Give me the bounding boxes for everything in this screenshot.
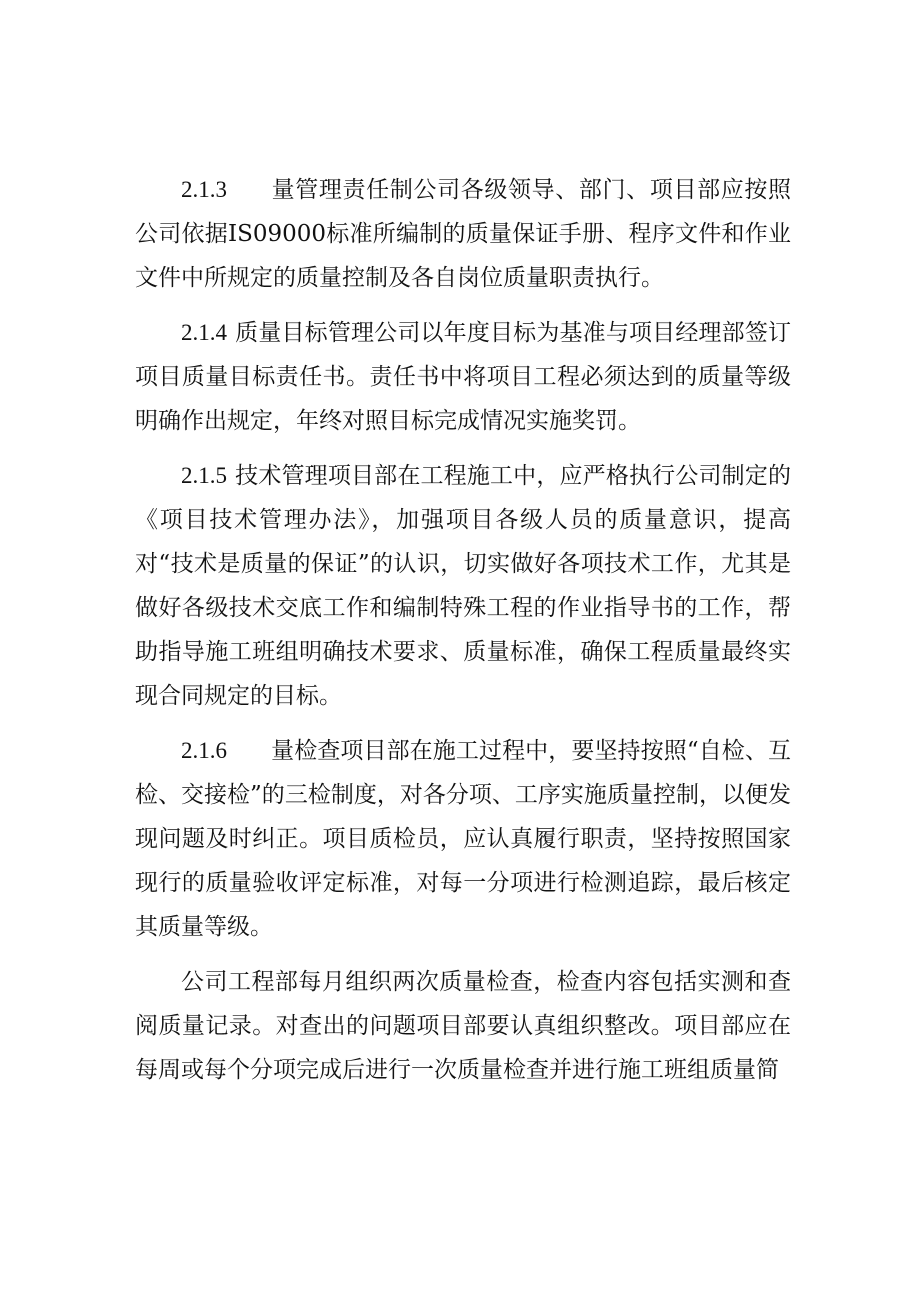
paragraph-text: 公司工程部每月组织两次质量检查，检查内容包括实测和查阅质量记录。对查出的问题项目部要认真组织整改。项目部应在每周或每个分项完成后进行一次质量检查并进行施工班组质量简: [135, 969, 791, 1083]
section-number: 2.1.6: [181, 738, 227, 763]
paragraph-text: 技术管理项目部在工程施工中，应严格执行公司制定的《项目技术管理办法》，加强项目各级人员的质量意识，提高对“技术是质量的保证”的认识，切实做好各项技术工作，尤其是做好各级技术交底工作和编制特殊工程的作业指导书的工作，帮助指导施工班组明确技术要求、质量标准，确保工程质量最终实现合同规定的目标。: [135, 463, 791, 709]
paragraph-inspection: [135, 960, 791, 1092]
paragraph-2-1-3: [135, 168, 791, 300]
paragraph-text: 量管理责任制公司各级领导、部门、项目部应按照公司依据IS09000标准所编制的质量保证手册、程序文件和作业文件中所规定的质量控制及各自岗位质量职责执行。: [135, 177, 791, 291]
document-body: [135, 168, 791, 1103]
section-number: 2.1.3: [181, 177, 227, 202]
paragraph-2-1-4: [135, 311, 791, 443]
paragraph-text: 量检查项目部在施工过程中，要坚持按照“自检、互检、交接检”的三检制度，对各分项、工序实施质量控制，以便发现问题及时纠正。项目质检员，应认真履行职责，坚持按照国家现行的质量验收评定标准，对每一分项进行检测追踪，最后核定其质量等级。: [135, 738, 791, 940]
paragraph-text: 质量目标管理公司以年度目标为基准与项目经理部签订项目质量目标责任书。责任书中将项目工程必须达到的质量等级明确作出规定，年终对照目标完成情况实施奖罚。: [135, 320, 791, 434]
paragraph-2-1-5: [135, 454, 791, 718]
paragraph-2-1-6: [135, 729, 791, 949]
section-number: 2.1.4: [181, 320, 227, 345]
section-number: 2.1.5: [181, 463, 227, 488]
